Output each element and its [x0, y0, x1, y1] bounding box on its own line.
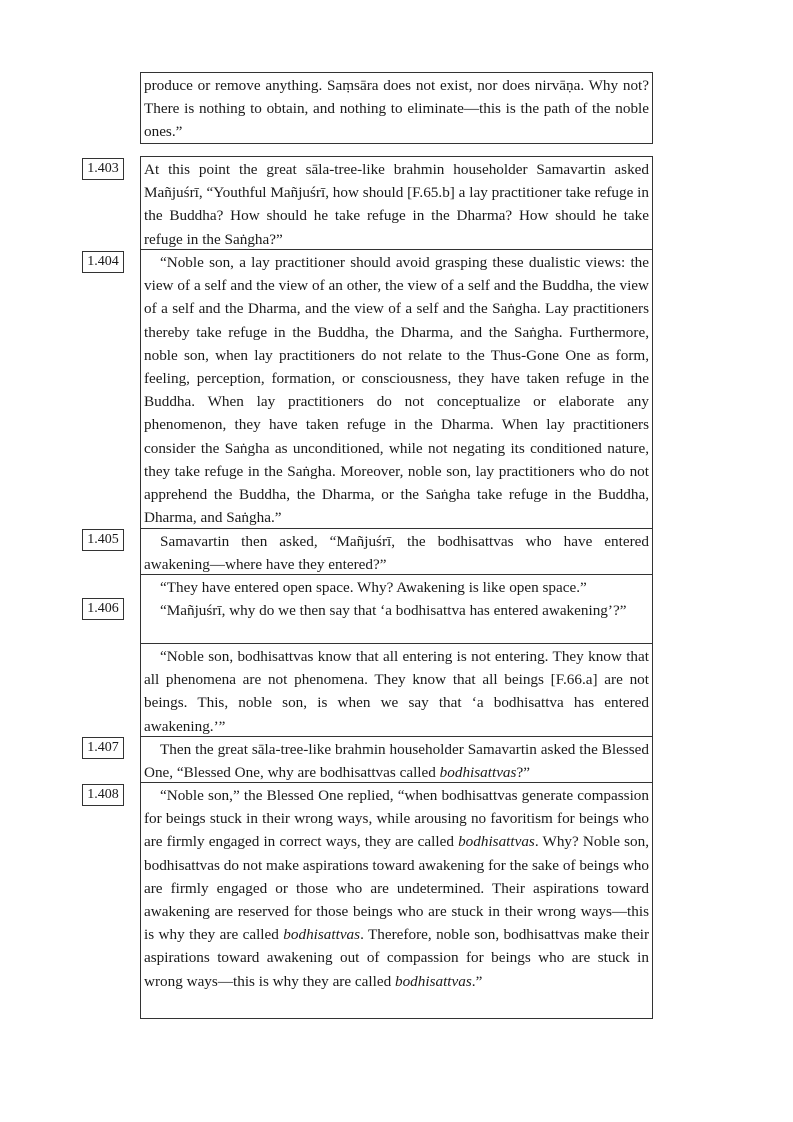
- text-run: Then the great sāla-tree-like brahmin householder Samavartin asked the Blessed One, “Blessed One, why are bodhisattvas called: [144, 741, 649, 782]
- italic-term: bodhisattvas: [394, 972, 472, 990]
- italic-term: bodhisattvas: [439, 764, 517, 782]
- paragraph-text: At this point the great sāla-tree-like brahmin householder Samavartin asked Mañjuśrī, “Youthful Mañjuśrī, how should [F.65.b] a lay practitioner take refuge in the Buddha? How should he take refuge in the Dharma? How should he take refuge in the Saṅgha?”: [144, 161, 649, 248]
- text-run: “Noble son,” the Blessed One replied, “when bodhisattvas generate compassion for beings stuck in their wrong ways, while arousing no favoritism for beings who are firmly engaged in correct ways, they are called: [144, 787, 649, 851]
- paragraph-text: “Noble son, a lay practitioner should avoid grasping these dualistic views: the view of a self and the view of an other, the view of a self and the Buddha, the view of a self and the Dharma, and the view of a self and the Saṅgha. Lay practitioners thereby take refuge in the Buddha, the Dharma, and the Saṅgha. Furthermore, noble son, when lay practitioners do not relate to the Thus-Gone One as form, feeling, perception, formation, or consciousness, they have taken refuge in the Buddha. When lay practitioners do not conceptualize or elaborate any phenomenon, they have taken refuge in the Dharma. When lay practitioners consider the Saṅgha as unconditioned, while not negating its conditioned nature, they take refuge in the Saṅgha. Moreover, noble son, lay practitioners who do not apprehend the Buddha, the Dharma, or the Saṅgha take refuge in the Buddha, Dharma, and Saṅgha.”: [144, 254, 649, 527]
- text-run: ?”: [516, 764, 530, 782]
- paragraph-number: 1.406: [82, 598, 124, 620]
- text-block-1-407: [140, 736, 653, 783]
- paragraph-number: 1.404: [82, 251, 124, 273]
- text-run: .”: [471, 972, 483, 990]
- text-run: . Why? Noble son, bodhisattvas do not make aspirations toward awakening for the sake of beings who are firmly engaged or those who are undetermined. Their aspirations toward awakening are reserved for those beings who are stuck in their wrong ways—this is why they are called: [144, 833, 649, 944]
- paragraph-text: [144, 738, 649, 784]
- text-block-reply: [140, 574, 653, 644]
- paragraph-number: 1.403: [82, 158, 124, 180]
- text-block-1-406: [140, 643, 653, 737]
- paragraph-number: 1.405: [82, 529, 124, 551]
- text-run: . Therefore, noble son, bodhisattvas make their aspirations toward awakening out of compassion for beings who are stuck in wrong ways—this is why they are called: [144, 926, 649, 990]
- italic-term: bodhisattvas: [458, 833, 535, 851]
- text-block-continuation: [140, 72, 653, 144]
- paragraph-text: Samavartin then asked, “Mañjuśrī, the bodhisattvas who have entered awakening—where have they entered?”: [144, 533, 649, 574]
- text-block-1-403: [140, 156, 653, 250]
- text-block-1-408: [140, 782, 653, 1019]
- italic-term: bodhisattvas: [283, 926, 361, 944]
- paragraph-number: 1.408: [82, 784, 124, 806]
- paragraph-text: [144, 784, 649, 993]
- paragraph-text: “They have entered open space. Why? Awakening is like open space.”: [160, 579, 587, 596]
- paragraph-number: 1.407: [82, 737, 124, 759]
- text-block-1-404: [140, 249, 653, 529]
- paragraph-text: produce or remove anything. Saṃsāra does not exist, nor does nirvāṇa. Why not? There is nothing to obtain, and nothing to eliminate—this is the path of the noble ones.”: [144, 77, 649, 141]
- text-block-1-405: [140, 528, 653, 575]
- paragraph-text: “Mañjuśrī, why do we then say that ‘a bodhisattva has entered awakening’?”: [160, 602, 627, 620]
- paragraph-text: “Noble son, bodhisattvas know that all entering is not entering. They know that all phenomena are not phenomena. They know that all beings [F.66.a] are not beings. This, noble son, is when we say that ‘a bodhisattva has entered awakening.’”: [144, 648, 649, 735]
